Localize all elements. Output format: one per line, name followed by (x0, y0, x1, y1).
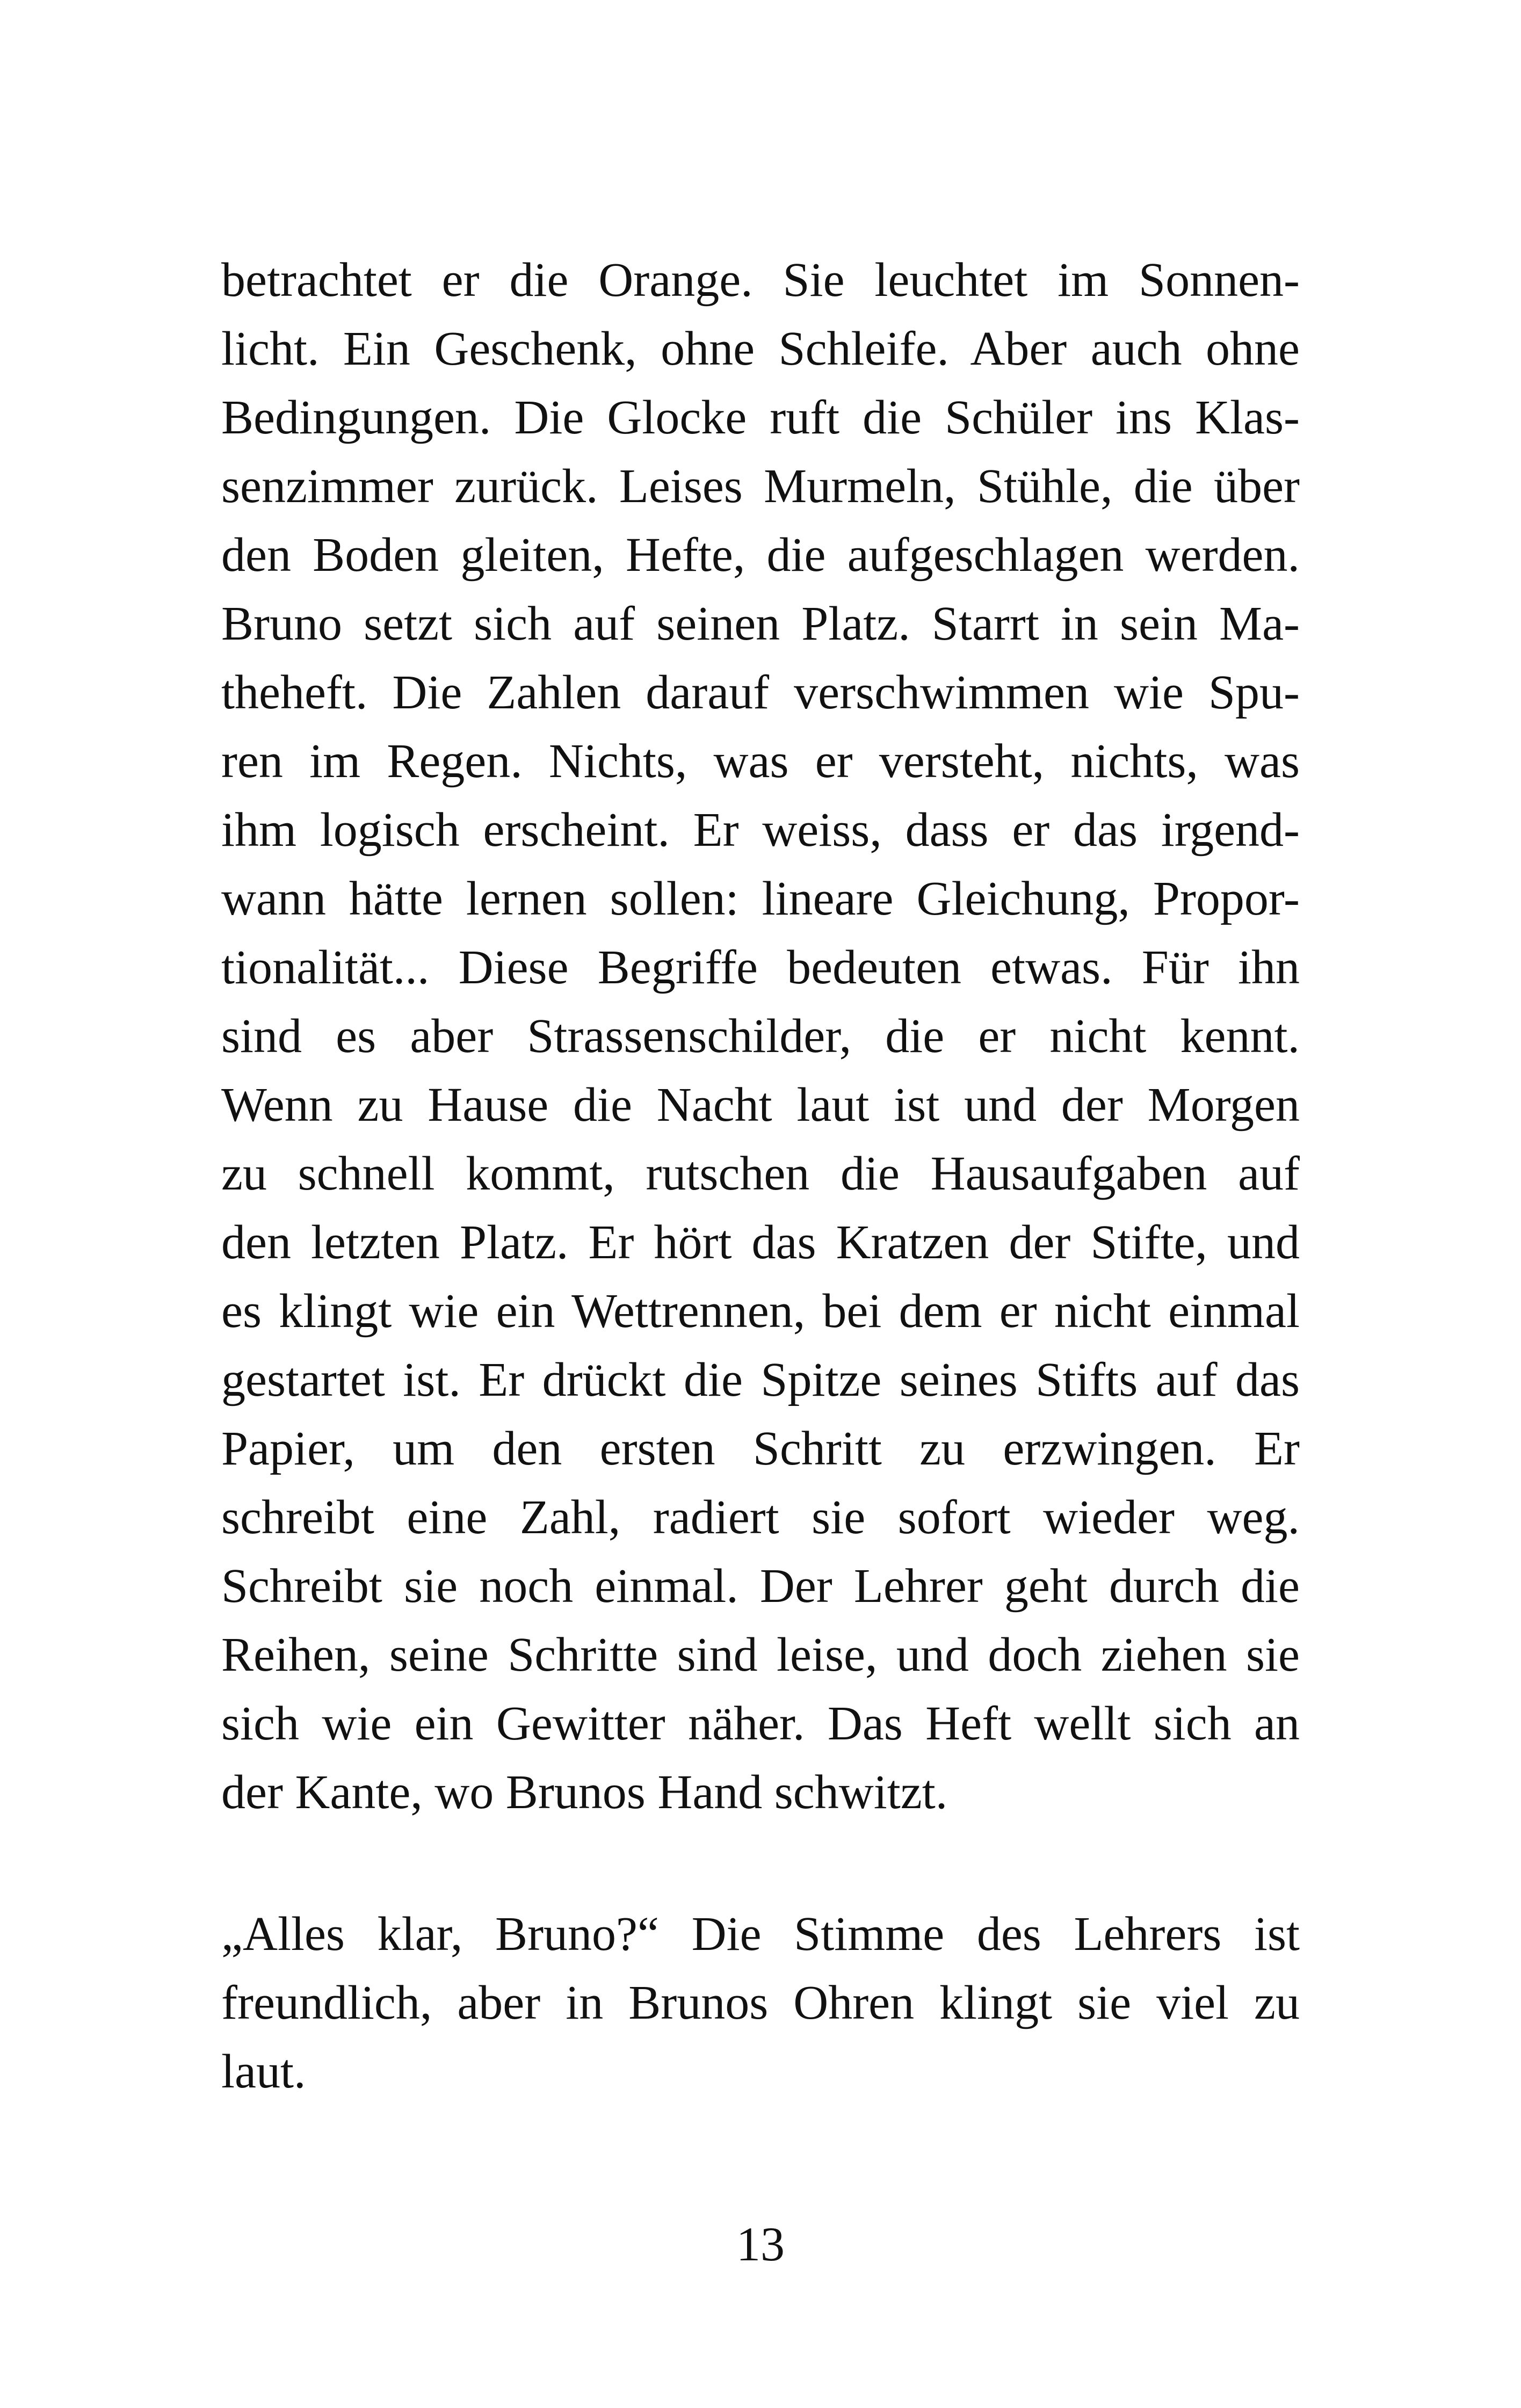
text-line: betrachtet er die Orange. Sie leuchtet im Sonnen- (221, 253, 1300, 307)
body-text (221, 246, 1300, 2106)
text-line: zu schnell kommt, rutschen die Hausaufgaben auf (221, 1147, 1300, 1200)
text-line: Reihen, seine Schritte sind leise, und doch ziehen sie (221, 1628, 1300, 1681)
text-line: Bedingungen. Die Glocke ruft die Schüler ins Klas- (221, 391, 1300, 444)
text-line: den letzten Platz. Er hört das Kratzen der Stifte, und (221, 1216, 1300, 1269)
text-line: theheft. Die Zahlen darauf verschwimmen wie Spu- (221, 666, 1300, 719)
text-line: schreibt eine Zahl, radiert sie sofort wieder weg. (221, 1491, 1300, 1544)
text-line: licht. Ein Geschenk, ohne Schleife. Aber auch ohne (221, 322, 1300, 375)
text-line: „Alles klar, Bruno?“ Die Stimme des Lehrers ist (221, 1907, 1300, 1961)
page-number: 13 (736, 2218, 785, 2271)
text-line: wann hätte lernen sollen: lineare Gleichung, Propor- (221, 872, 1300, 925)
text-line: ren im Regen. Nichts, was er versteht, nichts, was (221, 735, 1300, 788)
paragraph-2 (221, 1900, 1300, 2106)
text-line: sich wie ein Gewitter näher. Das Heft wellt sich an (221, 1697, 1300, 1750)
text-line: gestartet ist. Er drückt die Spitze seines Stifts auf das (221, 1353, 1300, 1406)
text-line: Schreibt sie noch einmal. Der Lehrer geht durch die (221, 1560, 1300, 1613)
text-line: Wenn zu Hause die Nacht laut ist und der Morgen (221, 1078, 1300, 1132)
paragraph-spacer (221, 1827, 1300, 1900)
paragraph-1 (221, 246, 1300, 1827)
text-line: laut. (221, 2045, 306, 2098)
text-line: ihm logisch erscheint. Er weiss, dass er das irgend- (221, 803, 1300, 857)
text-line: es klingt wie ein Wettrennen, bei dem er nicht einmal (221, 1285, 1300, 1338)
text-line: Papier, um den ersten Schritt zu erzwingen. Er (221, 1422, 1300, 1475)
text-line: freundlich, aber in Brunos Ohren klingt sie viel zu (221, 1976, 1300, 2029)
text-line: Bruno setzt sich auf seinen Platz. Starrt in sein Ma- (221, 597, 1300, 650)
text-line: senzimmer zurück. Leises Murmeln, Stühle, die über (221, 460, 1300, 513)
text-line: den Boden gleiten, Hefte, die aufgeschlagen werden. (221, 528, 1300, 582)
text-line: der Kante, wo Brunos Hand schwitzt. (221, 1766, 948, 1819)
text-line: sind es aber Strassenschilder, die er nicht kennt. (221, 1010, 1300, 1063)
text-line: tionalität... Diese Begriffe bedeuten etwas. Für ihn (221, 941, 1300, 994)
